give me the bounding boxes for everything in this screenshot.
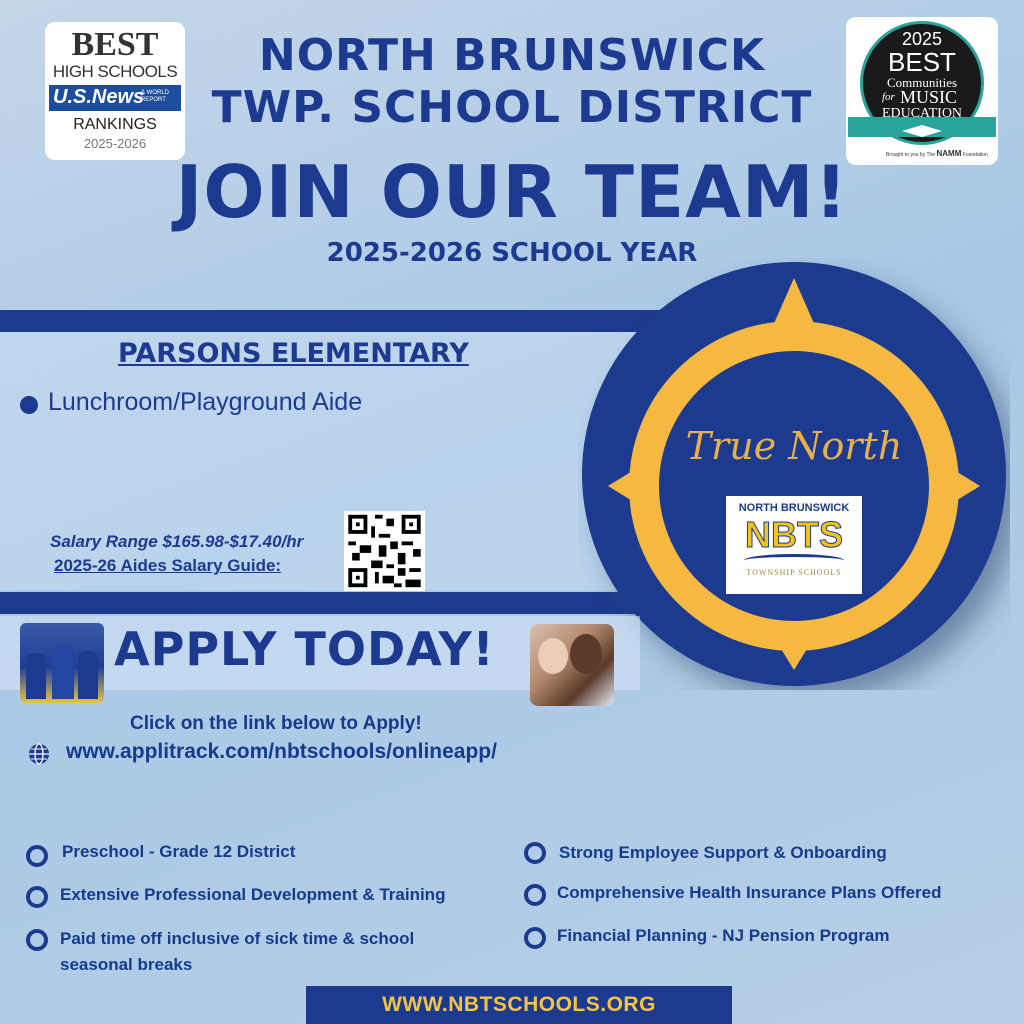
students-photo bbox=[530, 624, 614, 706]
benefit-bullet-icon bbox=[26, 845, 48, 867]
middle-band bbox=[0, 592, 660, 614]
globe-icon bbox=[28, 743, 50, 769]
role-title: Lunchroom/Playground Aide bbox=[48, 388, 363, 416]
website-url: WWW.NBTSCHOOLS.ORG bbox=[382, 993, 656, 1016]
true-north-logo bbox=[578, 258, 1010, 690]
usnews-report: & WORLD REPORT bbox=[141, 90, 170, 103]
grad-figure-1 bbox=[26, 653, 46, 699]
book-icon bbox=[744, 554, 844, 567]
benefit-left-3: Paid time off inclusive of sick time & school seasonal breaks bbox=[60, 929, 415, 974]
music-communities: Communities bbox=[886, 75, 958, 90]
grad-figure-3 bbox=[78, 651, 98, 699]
music-brought-text: Brought to you by The bbox=[886, 152, 936, 158]
nbts-district: NORTH BRUNSWICK bbox=[738, 502, 850, 514]
music-for: for bbox=[882, 91, 895, 103]
benefit-bullet-icon bbox=[524, 927, 546, 949]
graduation-photo bbox=[20, 623, 104, 703]
benefit-right-1: Strong Employee Support & Onboarding bbox=[559, 843, 887, 862]
music-year: 2025 bbox=[901, 29, 943, 49]
apply-url[interactable]: www.applitrack.com/nbtschools/onlineapp/ bbox=[66, 740, 497, 763]
headline: JOIN OUR TEAM! bbox=[175, 150, 849, 234]
school-year: 2025-2026 SCHOOL YEAR bbox=[326, 238, 698, 268]
nbts-arc: TOWNSHIP SCHOOLS bbox=[746, 568, 842, 577]
benefit-bullet-icon bbox=[26, 929, 48, 951]
usnews-brand: U.S.News bbox=[53, 86, 145, 108]
benefit-bullet-icon bbox=[524, 842, 546, 864]
website-banner[interactable] bbox=[306, 986, 732, 1024]
benefit-bullet-icon bbox=[26, 886, 48, 908]
apply-heading: APPLY TODAY! bbox=[114, 622, 495, 676]
usnews-high-schools: HIGH SCHOOLS bbox=[52, 62, 178, 81]
school-name: PARSONS ELEMENTARY bbox=[118, 338, 469, 369]
student-face-2 bbox=[570, 634, 602, 674]
usnews-best: BEST bbox=[71, 26, 159, 63]
qr-code-graphic bbox=[344, 511, 425, 591]
usnews-rankings: RANKINGS bbox=[73, 116, 157, 133]
true-north-script: True North bbox=[685, 424, 903, 468]
district-line-2: TWP. SCHOOL DISTRICT bbox=[211, 82, 813, 133]
compass-graphic bbox=[578, 258, 1010, 690]
apply-instruction: Click on the link below to Apply! bbox=[130, 713, 422, 734]
salary-guide-link[interactable]: 2025-26 Aides Salary Guide: bbox=[54, 556, 282, 575]
nbts-abbr: NBTS bbox=[745, 514, 843, 555]
music-music: MUSIC bbox=[900, 87, 958, 107]
benefit-right-3: Financial Planning - NJ Pension Program bbox=[557, 926, 890, 945]
music-education: EDUCATION bbox=[881, 106, 963, 121]
nbts-logo-box bbox=[726, 496, 862, 594]
grad-figure-2 bbox=[52, 645, 74, 699]
student-face-1 bbox=[538, 638, 568, 674]
benefit-left-2: Extensive Professional Development & Training bbox=[60, 885, 446, 904]
qr-code[interactable] bbox=[344, 511, 425, 591]
music-namm: NAMM bbox=[936, 149, 962, 158]
district-line-1: NORTH BRUNSWICK bbox=[258, 30, 766, 81]
music-best: BEST bbox=[888, 47, 956, 77]
music-foundation: Foundation bbox=[962, 152, 988, 158]
benefit-bullet-icon bbox=[524, 884, 546, 906]
benefit-left-1: Preschool - Grade 12 District bbox=[62, 842, 296, 861]
role-bullet-icon bbox=[20, 396, 38, 414]
usnews-years: 2025-2026 bbox=[83, 136, 147, 151]
salary-range: Salary Range $165.98-$17.40/hr bbox=[50, 532, 304, 551]
benefit-right-2: Comprehensive Health Insurance Plans Offered bbox=[557, 883, 942, 902]
